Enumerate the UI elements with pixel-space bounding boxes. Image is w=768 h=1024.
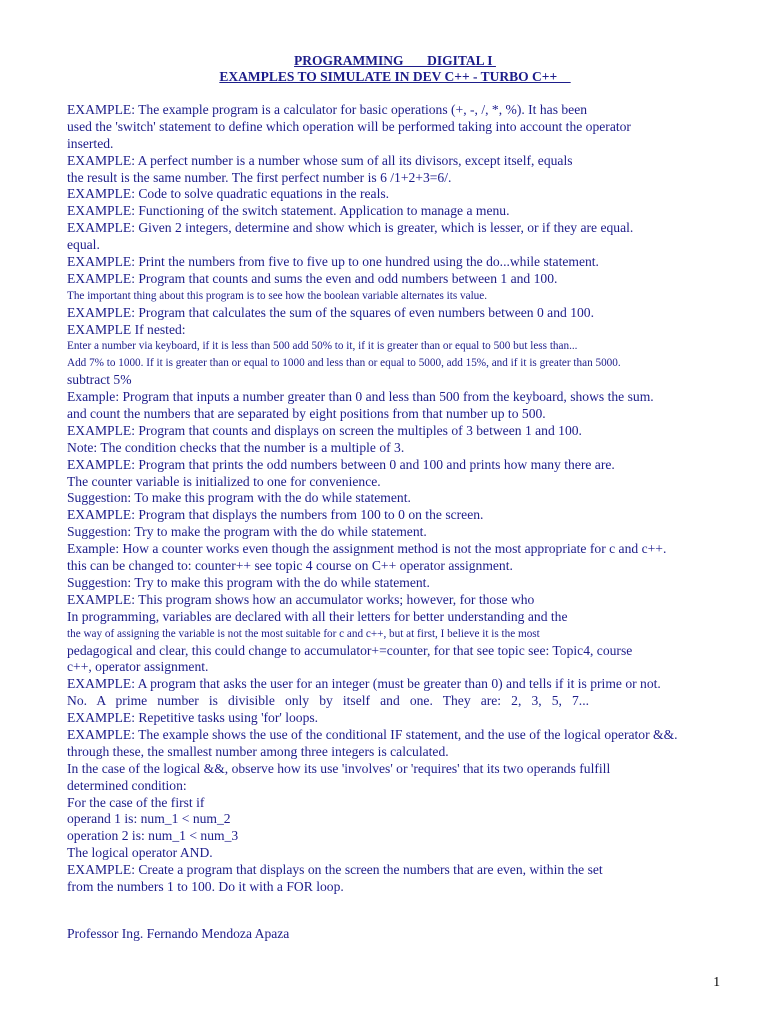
body-line: The logical operator AND.: [67, 845, 213, 861]
document-title: PROGRAMMING DIGITAL I: [294, 53, 496, 68]
body-line: Suggestion: To make this program with the do while statement.: [67, 490, 411, 506]
body-line: EXAMPLE: The example shows the use of the conditional IF statement, and the use of the logical operator &&.: [67, 726, 678, 742]
body-line: EXAMPLE: Create a program that displays on the screen the numbers that are even, within the set: [67, 862, 603, 878]
document-body: [67, 102, 757, 896]
body-line: EXAMPLE: Program that counts and sums the even and odd numbers between 1 and 100.: [67, 270, 558, 286]
document-subtitle: EXAMPLES TO SIMULATE IN DEV C++ - TURBO C++: [219, 69, 571, 84]
body-line: EXAMPLE: A program that asks the user for an integer (must be greater than 0) and tells if it is prime or not.: [67, 676, 661, 692]
body-line: through these, the smallest number among three integers is calculated.: [67, 743, 449, 759]
body-line: EXAMPLE: Program that displays the numbers from 100 to 0 on the screen.: [67, 507, 484, 523]
body-line: operand 1 is: num_1 < num_2: [67, 811, 231, 827]
body-line: EXAMPLE: Functioning of the switch statement. Application to manage a menu.: [67, 203, 510, 219]
body-line: inserted.: [67, 135, 114, 151]
body-line: subtract 5%: [67, 372, 132, 388]
body-line: pedagogical and clear, this could change to accumulator+=counter, for that see topic see: Topic4, course: [67, 642, 633, 658]
body-line: EXAMPLE: Code to solve quadratic equations in the reals.: [67, 186, 390, 202]
body-line: The counter variable is initialized to one for convenience.: [67, 473, 381, 489]
body-line: Suggestion: Try to make the program with the do while statement.: [67, 524, 427, 540]
author-signature: Professor Ing. Fernando Mendoza Apaza: [67, 926, 290, 941]
body-line: EXAMPLE: Program that prints the odd numbers between 0 and 100 and prints how many there are.: [67, 456, 615, 472]
body-line: equal.: [67, 237, 100, 253]
body-line: EXAMPLE: Program that calculates the sum of the squares of even numbers between 0 and 100.: [67, 304, 594, 320]
body-line: the result is the same number. The first perfect number is 6 /1+2+3=6/.: [67, 169, 452, 185]
body-line: this can be changed to: counter++ see topic 4 course on C++ operator assignment.: [67, 558, 513, 574]
body-line: Example: How a counter works even though the assignment method is not the most appropriate for c and c++.: [67, 541, 667, 557]
body-line: The important thing about this program is to see how the boolean variable alternates its value.: [67, 289, 488, 302]
body-line: EXAMPLE: A perfect number is a number whose sum of all its divisors, except itself, equals: [67, 152, 573, 168]
body-line: EXAMPLE: Given 2 integers, determine and show which is greater, which is lesser, or if they are equal.: [67, 220, 634, 236]
body-line: operation 2 is: num_1 < num_3: [67, 828, 239, 844]
body-line: from the numbers 1 to 100. Do it with a FOR loop.: [67, 878, 344, 894]
page-number: 1: [713, 974, 720, 989]
body-line: For the case of the first if: [67, 794, 205, 810]
body-line: determined condition:: [67, 777, 187, 793]
body-line: EXAMPLE: Program that counts and displays on screen the multiples of 3 between 1 and 100.: [67, 422, 582, 438]
body-line: In programming, variables are declared with all their letters for better understanding and the: [67, 608, 568, 624]
body-line: No. A prime number is divisible only by itself and one. They are: 2, 3, 5, 7...: [67, 693, 589, 709]
body-line: Suggestion: Try to make this program with the do while statement.: [67, 574, 430, 590]
body-line: Add 7% to 1000. If it is greater than or equal to 1000 and less than or equal to 5000, add 15%, and if it is greater than 5000.: [67, 357, 621, 370]
body-line: EXAMPLE: Repetitive tasks using 'for' loops.: [67, 710, 319, 726]
body-line: EXAMPLE: This program shows how an accumulator works; however, for those who: [67, 591, 535, 607]
body-line: Note: The condition checks that the number is a multiple of 3.: [67, 439, 405, 455]
body-line: c++, operator assignment.: [67, 659, 209, 675]
body-line: EXAMPLE: Print the numbers from five to five up to one hundred using the do...while statement.: [67, 254, 599, 270]
body-line: EXAMPLE If nested:: [67, 321, 186, 337]
body-line: and count the numbers that are separated by eight positions from that number up to 500.: [67, 406, 546, 422]
body-line: Enter a number via keyboard, if it is less than 500 add 50% to it, if it is greater than or equal to 500 but less than...: [67, 340, 578, 353]
body-line: used the 'switch' statement to define which operation will be performed taking into account the operator: [67, 118, 631, 134]
body-line: EXAMPLE: The example program is a calculator for basic operations (+, -, /, *, %). It has been: [67, 102, 588, 117]
body-line: Example: Program that inputs a number greater than 0 and less than 500 from the keyboard, shows the sum.: [67, 389, 654, 405]
body-line: the way of assigning the variable is not the most suitable for c and c++, but at first, I believe it is the most: [67, 627, 540, 640]
body-line: In the case of the logical &&, observe how its use 'involves' or 'requires' that its two operands fulfill: [67, 760, 611, 776]
